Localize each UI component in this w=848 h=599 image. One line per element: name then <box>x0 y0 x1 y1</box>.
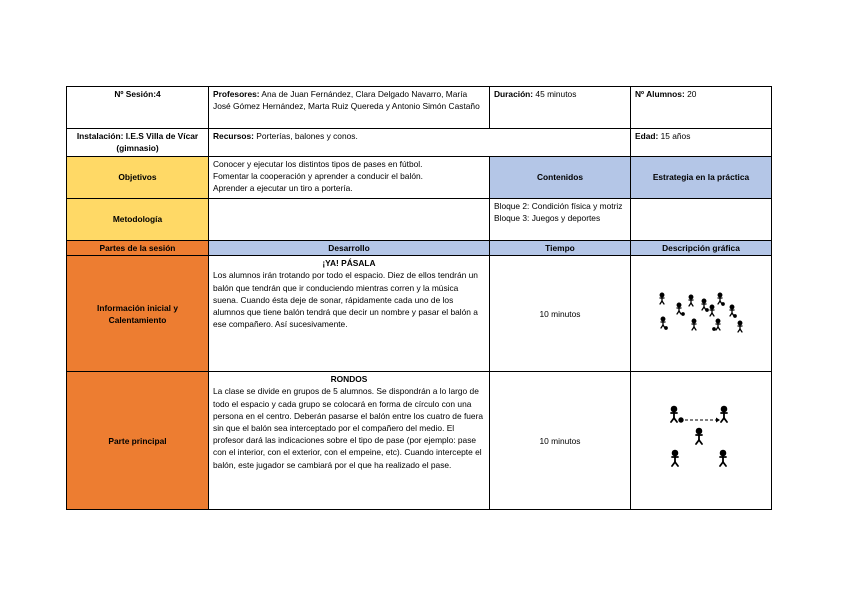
main-row <box>67 372 772 510</box>
students-value: 20 <box>687 89 697 99</box>
facility-cell <box>67 129 209 157</box>
main-part: Parte principal <box>67 372 209 510</box>
objectives-row <box>67 157 772 199</box>
teachers-label: Profesores: <box>213 89 260 99</box>
header-row-1 <box>67 87 772 129</box>
age-label: Edad: <box>635 131 659 141</box>
facility-label: Instalación: <box>76 131 124 141</box>
session-cell <box>67 87 209 129</box>
objectives-label: Objetivos <box>67 157 209 199</box>
strategy-label: Estrategia en la práctica <box>631 157 772 199</box>
main-time: 10 minutos <box>490 372 631 510</box>
col-graphic: Descripción gráfica <box>631 241 772 256</box>
duration-cell <box>490 87 631 129</box>
header-row-2 <box>67 129 772 157</box>
contents-label: Contenidos <box>490 157 631 199</box>
facility-value: I.E.S Villa de Vícar (gimnasio) <box>116 131 199 154</box>
main-title: RONDOS <box>330 374 368 385</box>
warmup-row <box>67 256 772 372</box>
objectives-list <box>209 157 490 199</box>
col-time: Tiempo <box>490 241 631 256</box>
warmup-development <box>209 256 490 372</box>
session-plan-table <box>66 86 772 510</box>
content-blocks <box>490 199 631 241</box>
methodology-label: Metodología <box>67 199 209 241</box>
content-block: Bloque 3: Juegos y deportes <box>494 213 601 224</box>
duration-value: 45 minutos <box>535 89 577 99</box>
methodology-row <box>67 199 772 241</box>
teachers-value: Ana de Juan Fernández, Clara Delgado Navarro, María José Gómez Hernández, Marta Ruiz Quereda y Antonio Simón Castaño <box>213 89 480 112</box>
resources-cell <box>209 129 631 157</box>
warmup-part: Información inicial y Calentamiento <box>67 256 209 372</box>
content-block: Bloque 2: Condición física y motriz <box>494 201 623 211</box>
objective-item: Aprender a ejecutar un tiro a portería. <box>213 183 353 194</box>
objective-item: Fomentar la cooperación y aprender a conducir el balón. <box>213 171 423 182</box>
rondo-diagram-icon <box>666 405 736 477</box>
main-description: La clase se divide en grupos de 5 alumnos. Se dispondrán a lo largo de todo el espacio y cada grupo se colocará en forma de círculo con una persona en el centro. Deberán pasarse el balón entre los cuatro de fuera sin que el balón sea interceptado por el compañero del medio. El profesor dará las indicaciones sobre el tipo de pase (por ejemplo: pase con el interior, con el exterior, con el empeine, etc). Cuando intercepte el balón, este jugador se cambiará por el que ha realizado el pase. <box>213 386 484 470</box>
scattered-players-icon <box>656 291 746 337</box>
main-development <box>209 372 490 510</box>
objective-item: Conocer y ejecutar los distintos tipos de pases en fútbol. <box>213 159 423 169</box>
students-label: Nº Alumnos: <box>635 89 685 99</box>
warmup-title: ¡YA! PÁSALA <box>322 258 376 269</box>
main-graphic <box>631 372 772 510</box>
duration-label: Duración: <box>494 89 534 99</box>
session-label: Nº Sesión: <box>114 89 156 99</box>
columns-header-row <box>67 241 772 256</box>
col-parts: Partes de la sesión <box>67 241 209 256</box>
session-value: 4 <box>156 89 161 99</box>
teachers-cell <box>209 87 490 129</box>
methodology-value <box>209 199 490 241</box>
resources-value: Porterías, balones y conos. <box>256 131 358 141</box>
strategy-value <box>631 199 772 241</box>
students-cell <box>631 87 772 129</box>
col-development: Desarrollo <box>209 241 490 256</box>
age-value: 15 años <box>660 131 691 141</box>
warmup-description: Los alumnos irán trotando por todo el espacio. Diez de ellos tendrán un balón que tendrán que ir conduciendo mientras corren y la música suena. Cuando ésta deje de sonar, rápidamente cada uno de los alumnos que tiene balón tendrá que decir un nombre y pasar el balón a ese compañero. Así sucesivamente. <box>213 270 478 330</box>
warmup-time: 10 minutos <box>490 256 631 372</box>
warmup-graphic <box>631 256 772 372</box>
resources-label: Recursos: <box>213 131 254 141</box>
age-cell <box>631 129 772 157</box>
